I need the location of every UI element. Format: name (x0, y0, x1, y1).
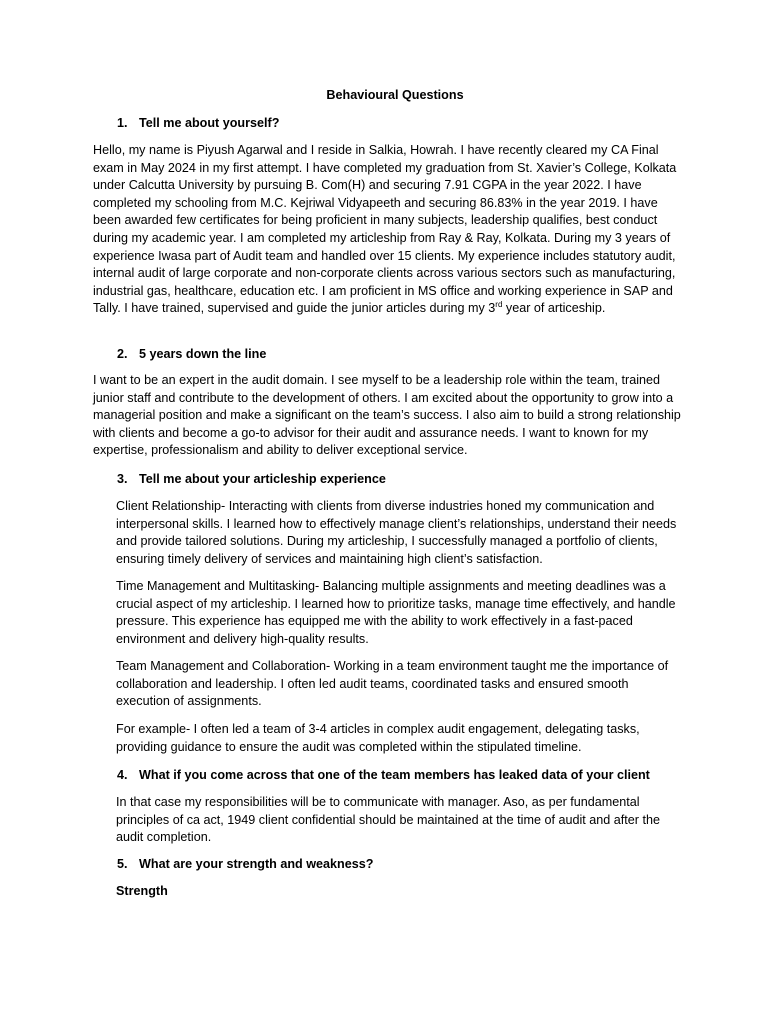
answer-2: I want to be an expert in the audit domain. I see myself to be a leadership role within the team, trained junior staff and contribute to the development of others. I am excited about the opportunity to grow into a managerial position and make a significant on the team’s success. I also aim to build a strong relationship with clients and become a go-to advisor for their audit and assurance needs. I want to known for my expertise, professionalism and ability to deliver exceptional service. (93, 373, 681, 458)
question-4 (117, 767, 650, 785)
answer-1 (93, 142, 678, 318)
question-number: 2. (117, 347, 128, 361)
question-text: What if you come across that one of the team members has leaked data of your client (139, 768, 650, 782)
ordinal-suffix: rd (495, 300, 503, 310)
experience-paragraph: Team Management and Collaboration- Working in a team environment taught me the importance of collaboration and leadership. I often led audit teams, coordinated tasks and ensured smooth execution of assignments. (116, 659, 669, 709)
question-text: Tell me about your articleship experience (139, 472, 386, 486)
question-number: 3. (117, 472, 128, 486)
answer-tail: year of articeship. (502, 301, 606, 316)
experience-paragraph: For example- I often led a team of 3-4 articles in complex audit engagement, delegating tasks, providing guidance to ensure the audit was completed within the stipulated timeline. (116, 722, 640, 754)
question-5 (117, 856, 373, 874)
answer-text: Hello, my name is Piyush Agarwal and I reside in Salkia, Howrah. I have recently cleared my CA Final exam in May 2024 in my first attempt. I have completed my graduation from St. Xavier’s College, Kolkata under Calcutta University by pursuing B. Com(H) and securing 7.91 CGPA in the year 2022. I have completed my schooling from M.C. Kejriwal Vidyapeeth and securing 86.83% in the year 2019. I have been awarded few certificates for being proficient in many subjects, leadership qualifies, best conduct during my academic year. I am completed my articleship from Ray & Ray, Kolkata. During my 3 years of experience Iwasa part of Audit team and handled over 15 clients. My experience includes statutory audit, internal audit of large corporate and non-corporate clients across various sectors such as manufacturing, industrial gas, healthcare, education etc. I am proficient in MS office and working experience in SAP and Tally. I have trained, supervised and guide the junior articles during my 3 (93, 143, 677, 316)
answer-4: In that case my responsibilities will be to communicate with manager. Aso, as per fundamental principles of ca act, 1949 client confidential should be maintained at the time of audit and after the audit completion. (116, 795, 660, 845)
experience-paragraph: Time Management and Multitasking- Balancing multiple assignments and meeting deadlines was a crucial aspect of my articleship. I learned how to prioritize tasks, manage time effectively, and handle pressure. This experience has equipped me with the ability to work effectively in a fast-paced environment and delivery high-quality results. (116, 579, 676, 646)
question-1 (117, 115, 279, 133)
question-text: 5 years down the line (139, 347, 267, 361)
strength-heading: Strength (116, 884, 168, 898)
question-text: What are your strength and weakness? (139, 857, 374, 871)
question-3 (117, 471, 386, 489)
document-title: Behavioural Questions (326, 88, 464, 102)
question-2 (117, 346, 266, 364)
question-text: Tell me about yourself? (139, 116, 280, 130)
question-number: 5. (117, 857, 128, 871)
question-number: 4. (117, 768, 128, 782)
question-number: 1. (117, 116, 128, 130)
experience-paragraph: Client Relationship- Interacting with clients from diverse industries honed my communication and interpersonal skills. I learned how to effectively manage client’s relationships, understand their needs and provide tailored solutions. During my articleship, I successfully managed a portfolio of clients, ensuring timely delivery of services and maintaining high client’s satisfaction. (116, 499, 677, 566)
